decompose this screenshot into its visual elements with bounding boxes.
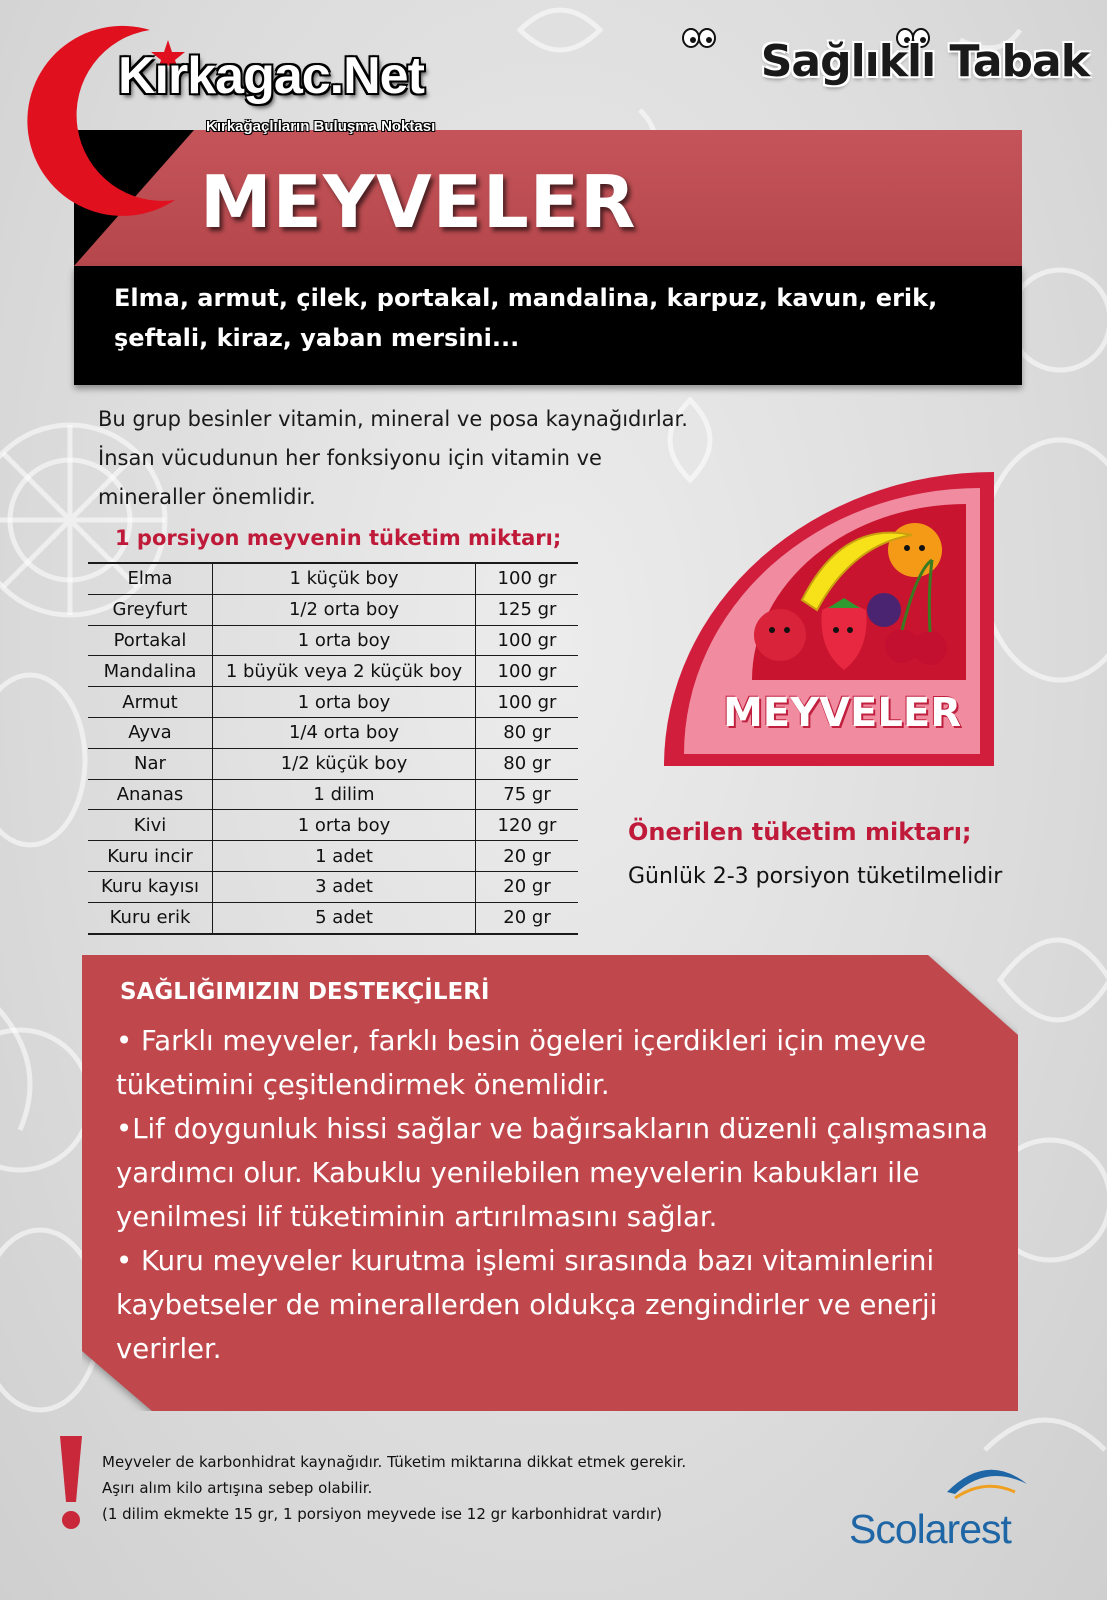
portion-cell: 1 büyük veya 2 küçük boy xyxy=(213,656,476,687)
fruit-cell: Kivi xyxy=(88,810,213,841)
site-name: Kırkagac.Net xyxy=(118,47,424,105)
fruit-cell: Ayva xyxy=(88,717,213,748)
table-row xyxy=(88,871,578,902)
note-line: (1 dilim ekmekte 15 gr, 1 porsiyon meyvede ise 12 gr karbonhidrat vardır) xyxy=(102,1505,662,1523)
portion-cell: 1 adet xyxy=(213,841,476,872)
table-row xyxy=(88,748,578,779)
weight-cell: 120 gr xyxy=(476,810,579,841)
portion-cell: 1/2 küçük boy xyxy=(213,748,476,779)
table-row xyxy=(88,594,578,625)
weight-cell: 20 gr xyxy=(476,902,579,933)
table-row xyxy=(88,563,578,594)
portion-cell: 5 adet xyxy=(213,902,476,933)
portion-cell: 1 dilim xyxy=(213,779,476,810)
table-row xyxy=(88,625,578,656)
crescent-star-icon xyxy=(0,0,200,220)
site-tagline: Kırkağaçlıların Buluşma Noktası xyxy=(206,118,436,135)
health-supporters-box xyxy=(82,955,1018,1411)
table-row xyxy=(88,810,578,841)
portion-table-heading: 1 porsiyon meyvenin tüketim miktarı; xyxy=(115,526,562,550)
weight-cell: 80 gr xyxy=(476,748,579,779)
weight-cell: 20 gr xyxy=(476,871,579,902)
fruit-cell: Mandalina xyxy=(88,656,213,687)
weight-cell: 100 gr xyxy=(476,625,579,656)
portion-cell: 1/4 orta boy xyxy=(213,717,476,748)
page-title: MEYVELER xyxy=(200,160,637,244)
weight-cell: 75 gr xyxy=(476,779,579,810)
portion-cell: 1 orta boy xyxy=(213,687,476,718)
table-row xyxy=(88,687,578,718)
fruit-list: Elma, armut, çilek, portakal, mandalina, karpuz, kavun, erik, şeftali, kiraz, yaban mersini... xyxy=(114,284,938,352)
sponsor-name: Scolarest xyxy=(849,1506,1011,1552)
fruit-cell: Armut xyxy=(88,687,213,718)
note-line: Meyveler de karbonhidrat kaynağıdır. Tüketim miktarına dikkat etmek gerekir. xyxy=(102,1453,687,1471)
table-row xyxy=(88,779,578,810)
badge-label: MEYVELER xyxy=(723,690,961,736)
brand-logo[interactable] xyxy=(669,18,1089,108)
portion-table xyxy=(88,562,578,935)
weight-cell: 100 gr xyxy=(476,563,579,594)
fruit-cell: Kuru kayısı xyxy=(88,871,213,902)
fruit-cell: Portakal xyxy=(88,625,213,656)
brand-name: Sağlıklı Tabak xyxy=(760,36,1089,87)
recommendation-text: Günlük 2-3 porsiyon tüketilmelidir xyxy=(628,864,1003,889)
health-paragraph: • Farklı meyveler, farklı besin ögeleri içerdikleri için meyve tüketimini çeşitlendirmek önemlidir. xyxy=(116,1025,927,1101)
weight-cell: 20 gr xyxy=(476,841,579,872)
portion-cell: 1 küçük boy xyxy=(213,563,476,594)
intro-line: Bu grup besinler vitamin, mineral ve posa kaynağıdırlar. xyxy=(98,407,688,431)
fruit-group-badge xyxy=(662,470,996,768)
portion-cell: 1 orta boy xyxy=(213,625,476,656)
fruit-cell: Greyfurt xyxy=(88,594,213,625)
fruit-cell: Kuru incir xyxy=(88,841,213,872)
swoosh-icon xyxy=(937,1462,1037,1506)
weight-cell: 100 gr xyxy=(476,687,579,718)
intro-line: mineraller önemlidir. xyxy=(98,485,316,509)
portion-cell: 1 orta boy xyxy=(213,810,476,841)
weight-cell: 100 gr xyxy=(476,656,579,687)
table-row xyxy=(88,841,578,872)
weight-cell: 125 gr xyxy=(476,594,579,625)
weight-cell: 80 gr xyxy=(476,717,579,748)
fruit-cell: Nar xyxy=(88,748,213,779)
recommendation-title: Önerilen tüketim miktarı; xyxy=(628,818,972,846)
health-body xyxy=(116,1019,996,1371)
table-row xyxy=(88,717,578,748)
fruit-cell: Kuru erik xyxy=(88,902,213,933)
exclamation-icon xyxy=(54,1432,88,1532)
sponsor-logo[interactable] xyxy=(845,1462,1045,1562)
portion-cell: 3 adet xyxy=(213,871,476,902)
site-logo[interactable] xyxy=(0,0,520,190)
intro-line: İnsan vücudunun her fonksiyonu için vitamin ve xyxy=(98,446,602,470)
health-title: SAĞLIĞIMIZIN DESTEKÇİLERİ xyxy=(120,979,490,1005)
fruit-cell: Ananas xyxy=(88,779,213,810)
table-row xyxy=(88,902,578,933)
carbohydrate-note xyxy=(102,1449,842,1527)
health-paragraph: •Lif doygunluk hissi sağlar ve bağırsakların düzenli çalışmasına yardımcı olur. Kabuklu yenilebilen meyvelerin kabukları ile yenilmesi lif tüketiminin artırılmasını sağlar. xyxy=(116,1113,989,1233)
health-paragraph: • Kuru meyveler kurutma işlemi sırasında bazı vitaminlerini kaybetseler de minerallerden oldukça zengindirler ve enerji verirler. xyxy=(116,1245,938,1365)
table-row xyxy=(88,656,578,687)
portion-cell: 1/2 orta boy xyxy=(213,594,476,625)
note-line: Aşırı alım kilo artışına sebep olabilir. xyxy=(102,1479,373,1497)
fruit-cell: Elma xyxy=(88,563,213,594)
